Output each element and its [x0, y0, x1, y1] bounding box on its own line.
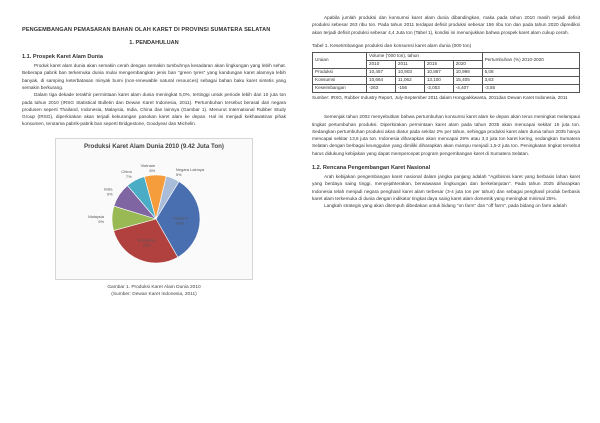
table-cell: 13,100 [424, 76, 453, 84]
paragraph: Semenjak tahun 2002 menyebutkan bahwa pertumbuhan konsumsi karet alam ke depan akan terus meningkat melampaui tingkat pertumbuhan produksi. Diperkirakan permintaan karet alam pada tahun 2035 akan mencapai sekitar 15 juta ton. Sedangkan pertumbuhan produksi akan diatur pada sekitar 2% per tahun, sehingga produksi karet alam dunia tahun 2035 hanya mencapai sekitar 13,6 juta ton. Indonesia diharapkan akan mencapai 29% atau 3,3 juta ton karet kering, sedangkan Sumatera Selatan dengan berbagai keunggulan yang dimiliki diharapkan akan mampu menjadi 1,5-2 juta ton. Peningkatan tingkat tersebut harus didukung kebijakan yang dapat mempercepat program pengembangan karet di Sumatera Selatan. [312, 114, 580, 156]
table-cell: 5,08 [482, 68, 579, 76]
table-cell: 10,664 [367, 76, 396, 84]
right-column [312, 14, 580, 209]
chart-title: Produksi Karet Alam Dunia 2010 (9.42 Juta Ton) [84, 142, 224, 150]
table-source: Sumber: IRSG, Rubber Industry Report, July-September 2011 dalam Hongpakkwanta, 2011dan Dewan Karet Indonesia, 2011 [312, 94, 568, 100]
paragraph: Apabila jumlah produksi dan konsumsi karet alam dunia dibandingkan, maka pada tahun 2010 masih terjadi defisit produksi sebesar 263 ribu ton. Pada tahun 2011 terdapat defisit produksi sebesar 156 ribu ton dan pada tahun 2020 diprediksi akan terjadi defisit produksi sebesar 4,4 Juta ton (Tabel 1), kondisi ini menunjukkan bahwa prospek karet alam cukup cerah. [312, 15, 580, 35]
paragraph: Arah kebijakan pengembangan karet nasional dalam jangka panjang adalah "Agribisnis karet yang berbasis lahan karet yang berdaya saing tinggi, menyejahterakan, berwawasan lingkungan dan berkelanjutan". Pada tahun 2025 diharapkan Indonesia telah menjadi negara penghasil karet alam terbesar (3-4 juta ton per tahun) dan sebagai penghasil produk berbasis karet alam terkemuka di dunia dengan indikator tingkat daya saing karet alam domestik yang meningkat minimal 25%. [312, 174, 580, 201]
paragraph: Produk karet alam dunia akan semakin cerah dengan semakin tumbuhnya kesadaran akan lingkungan yang lebih sehat. Beberapa pabrik ban terkemuka dunia mulai mengembangkan jenis ban "green tyres" yang kandungan karet alamnya lebih banyak, di samping keterbatasan minyak bumi (non-renewable natural resources) sebagai bahan baku karet sintetis yang semakin berkurang. [22, 63, 286, 90]
subsection-heading-2: 1.2. Rencana Pengembangan Karet Nasional [312, 165, 431, 172]
table-cell: 10,867 [424, 68, 453, 76]
pie-value-label: 33% [176, 220, 185, 226]
section-heading: 1. PENDAHULUAN [129, 40, 179, 47]
table-year: 2011 [395, 60, 424, 68]
pie-label: Negara Lainnya [175, 166, 205, 172]
pie-label: India [103, 186, 113, 192]
pie-label: Malaysia [88, 213, 105, 219]
table-year: 2010 [367, 60, 396, 68]
table-header-growth: Pertumbuhan (%) 2010-2020 [482, 52, 579, 68]
pie-label: China [121, 168, 132, 174]
table-cell: -2,053 [424, 84, 453, 92]
table-cell: Keseimbangan [313, 84, 367, 92]
table-cell: Konsumsi [313, 76, 367, 84]
table-cell: -156 [395, 84, 424, 92]
figure-caption-line: Gambar 1. Produksi Karet Alam Dunia 2010 [107, 284, 201, 290]
figure-caption-source: (Sumber: Dewan Karet Indonesia, 2011) [111, 291, 197, 297]
table-cell: 3,63 [482, 76, 579, 84]
table-header-row [313, 52, 580, 60]
pie-label: Indonesia [138, 236, 156, 242]
pie-value-label: 29% [142, 241, 151, 247]
subsection-heading-1: 1.1. Prospek Karet Alam Dunia [22, 54, 103, 61]
left-column [22, 26, 286, 298]
table-cell: Produksi [313, 68, 367, 76]
pie-label: Vietnam [140, 162, 156, 168]
pie-chart [56, 139, 252, 279]
pie-value-label: 7% [125, 173, 132, 179]
table-year: 2015 [424, 60, 453, 68]
pie-label: Thailand [172, 215, 188, 221]
figure-caption [22, 284, 286, 298]
table-year: 2020 [453, 60, 482, 68]
table-cell: -4,407 [453, 84, 482, 92]
table-title: Tabel 1. Kesetimbangan produksi dan konsumsi karet alam dunia (000 ton) [312, 43, 472, 49]
pie-value-label: 5% [175, 171, 182, 177]
table-cell: -3,55 [482, 84, 579, 92]
supply-demand-table [312, 52, 580, 93]
pie-value-label: 8% [149, 167, 156, 173]
table-cell: 10,457 [367, 68, 396, 76]
pie-chart-figure [55, 138, 253, 280]
pie-value-label: 9% [106, 191, 113, 197]
table-header-volume: Volume ('000 ton), tahun [367, 52, 483, 60]
table-row [313, 76, 580, 84]
pie-value-label: 9% [98, 218, 105, 224]
table-cell: 11,062 [395, 76, 424, 84]
paragraph: Langkah strategis yang akan ditempuh dibedakan untuk bidang "on farm" dan "off farm", pada bidang on farm adalah [324, 203, 567, 209]
table-row [313, 68, 580, 76]
table-cell: 10,903 [395, 68, 424, 76]
table-cell: 15,405 [453, 76, 482, 84]
paragraph: Dalam tiga dekade terakhir permintaan karet alam dunia meningkat 5,0%, tertinggi untuk periode lebih dari 10 juta ton pada tahun 2010 (IRSG Statistical Bulletin dan Dewan Karet Indonesia, 2011). Pertumbuhan tersebut berasal dari negara produsen seperti Thailand, Indonesia, Malaysia, India, China dan lainnya (Gambar 1). Menurut International Rubber Study Group (IRSG), diperkirakan akan terjadi kekurangan pasokan karet alam ke depan. Hal ini menjadi kekhawatiran pihak konsumen, terutama pabrik-pabrik ban seperti Bridgestone, Goodyear dan Michelin. [22, 92, 286, 127]
table-row [313, 84, 580, 92]
document-title: PENGEMBANGAN PEMASARAN BAHAN OLAH KARET DI PROVINSI SUMATERA SELATAN [22, 27, 271, 33]
table-cell: -263 [367, 84, 396, 92]
table-cell: 10,998 [453, 68, 482, 76]
table-header-uraian: Uraian [313, 52, 367, 68]
